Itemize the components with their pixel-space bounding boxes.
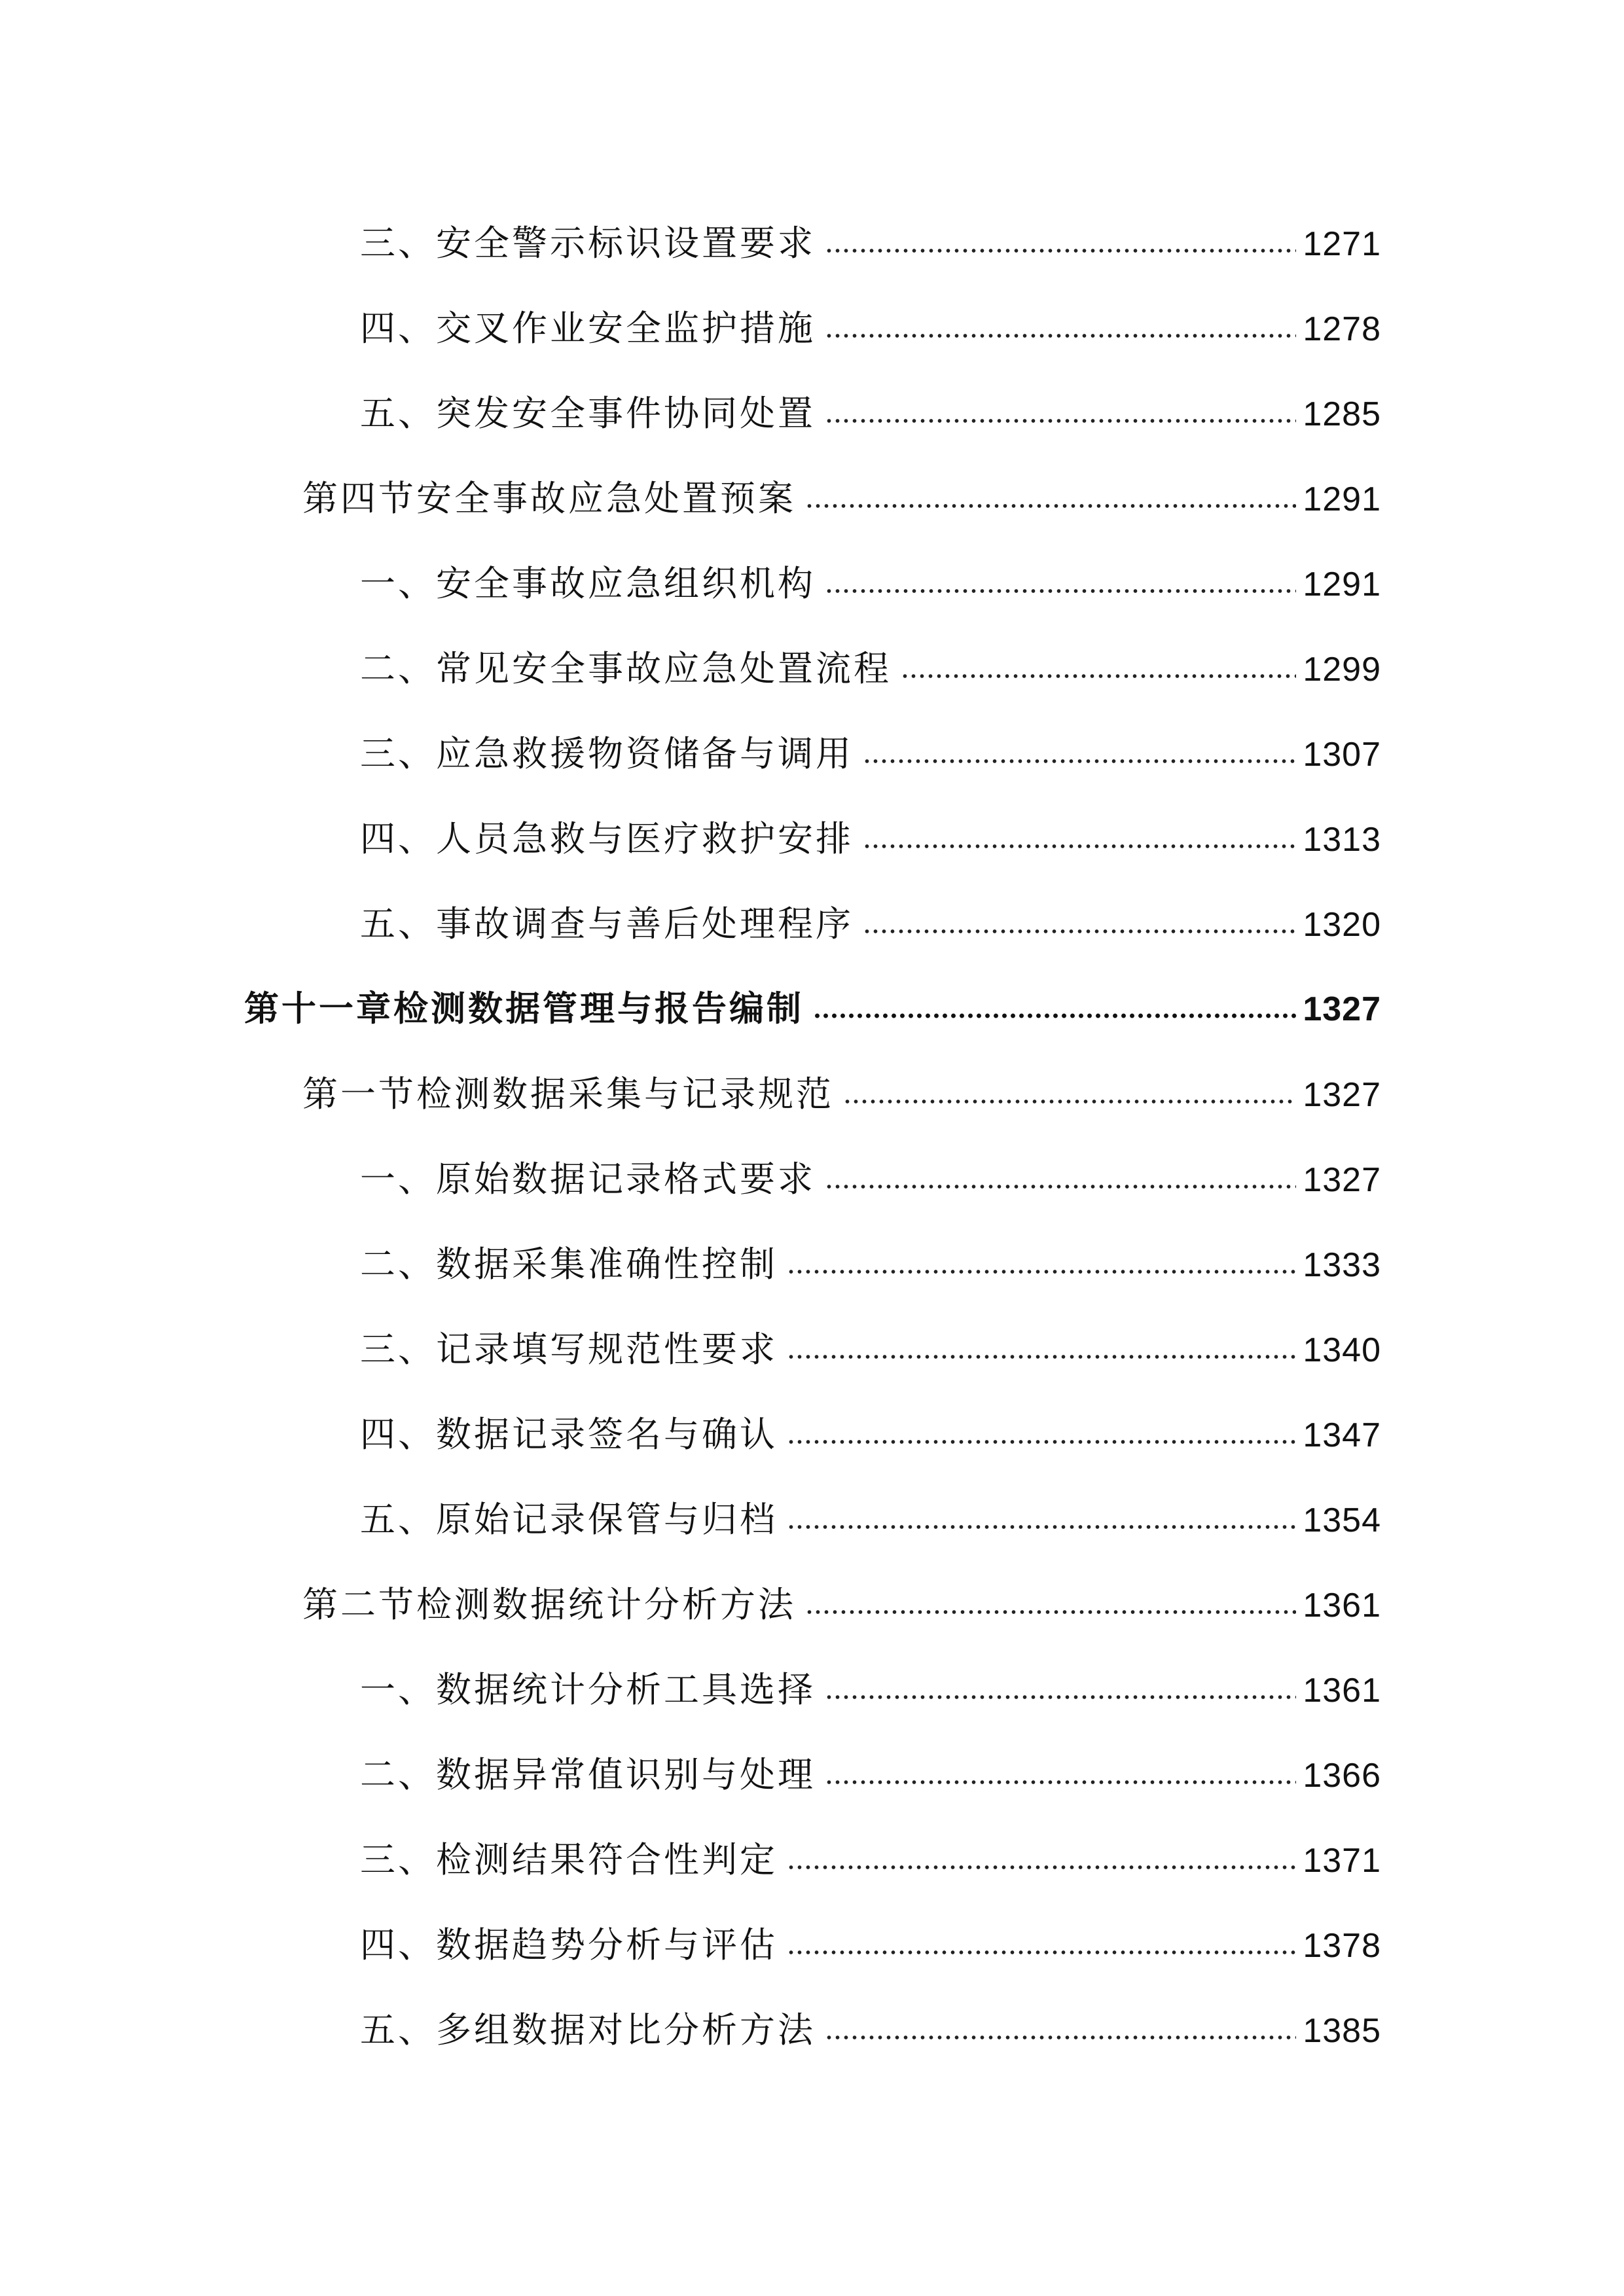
toc-entry[interactable] <box>0 211 1624 270</box>
toc-entry-title: 三、应急救援物资储备与调用 <box>360 732 854 774</box>
toc-dot-leader <box>901 673 1296 679</box>
toc-entry-page: 1371 <box>1303 1841 1381 1880</box>
toc-entry-page: 1327 <box>1303 1160 1381 1199</box>
toc-dot-leader <box>805 503 1296 509</box>
toc-entry[interactable] <box>0 806 1624 865</box>
toc-entry[interactable] <box>0 1742 1624 1801</box>
toc-entry-page: 1291 <box>1303 480 1381 518</box>
toc-entry-chapter[interactable] <box>0 977 1624 1035</box>
toc-dot-leader <box>787 1268 1296 1275</box>
toc-entry-title: 二、常见安全事故应急处置流程 <box>360 647 892 689</box>
toc-entry-page: 1366 <box>1303 1756 1381 1795</box>
toc-dot-leader <box>863 758 1296 764</box>
toc-entry-title: 四、人员急救与医疗救护安排 <box>360 817 854 859</box>
toc-entry-page: 1354 <box>1303 1501 1381 1539</box>
toc-dot-leader <box>787 1354 1296 1360</box>
toc-entry-title: 一、安全事故应急组织机构 <box>360 562 816 604</box>
toc-entry-title: 一、原始数据记录格式要求 <box>360 1158 816 1200</box>
toc-entry[interactable] <box>0 1232 1624 1291</box>
toc-entry[interactable] <box>0 1487 1624 1546</box>
toc-entry-page: 1340 <box>1303 1331 1381 1369</box>
toc-dot-leader <box>787 1524 1296 1530</box>
toc-entry-title: 二、数据异常值识别与处理 <box>360 1753 816 1795</box>
toc-entry[interactable] <box>0 1317 1624 1376</box>
toc-entry-page: 1307 <box>1303 735 1381 774</box>
toc-entry-title: 五、多组数据对比分析方法 <box>360 2009 816 2051</box>
toc-entry-page: 1347 <box>1303 1416 1381 1454</box>
toc-dot-leader <box>843 1098 1296 1105</box>
toc-entry-page: 1271 <box>1303 224 1381 263</box>
toc-entry[interactable] <box>0 1572 1624 1631</box>
toc-entry-page: 1291 <box>1303 565 1381 603</box>
toc-entry-title: 三、记录填写规范性要求 <box>360 1328 778 1370</box>
toc-entry[interactable] <box>0 1657 1624 1716</box>
toc-entry[interactable] <box>0 636 1624 695</box>
toc-entry-title: 四、交叉作业安全监护措施 <box>360 307 816 349</box>
toc-entry-page: 1333 <box>1303 1246 1381 1284</box>
toc-dot-leader <box>825 2034 1296 2041</box>
toc-dot-leader <box>787 1439 1296 1445</box>
toc-entry-page: 1378 <box>1303 1926 1381 1965</box>
toc-entry-title: 第一节检测数据采集与记录规范 <box>302 1073 834 1115</box>
toc-entry-title: 四、数据记录签名与确认 <box>360 1413 778 1455</box>
toc-dot-leader <box>787 1864 1296 1871</box>
toc-entry-title: 二、数据采集准确性控制 <box>360 1243 778 1285</box>
toc-entry-title: 四、数据趋势分析与评估 <box>360 1924 778 1965</box>
toc-entry-page: 1361 <box>1303 1671 1381 1710</box>
toc-entry-page: 1320 <box>1303 905 1381 944</box>
toc-entry-page: 1299 <box>1303 650 1381 689</box>
toc-dot-leader <box>825 1779 1296 1785</box>
toc-entry-title: 一、数据统计分析工具选择 <box>360 1668 816 1710</box>
toc-entry-title: 五、事故调查与善后处理程序 <box>360 903 854 944</box>
toc-entry-title: 第二节检测数据统计分析方法 <box>302 1583 796 1625</box>
toc-entry-title: 第四节安全事故应急处置预案 <box>302 477 796 519</box>
toc-entry-title: 三、检测结果符合性判定 <box>360 1839 778 1880</box>
toc-entry-page: 1385 <box>1303 2011 1381 2050</box>
toc-entry-title: 第十一章检测数据管理与报告编制 <box>244 989 804 1029</box>
toc-entry[interactable] <box>0 891 1624 950</box>
toc-entry-page: 1361 <box>1303 1586 1381 1624</box>
toc-entry[interactable] <box>0 721 1624 780</box>
toc-entry-page: 1327 <box>1303 1075 1381 1114</box>
toc-dot-leader <box>863 843 1296 850</box>
toc-entry[interactable] <box>0 1147 1624 1206</box>
toc-dot-leader <box>825 1183 1296 1190</box>
toc-entry[interactable] <box>0 1402 1624 1461</box>
toc-entry[interactable] <box>0 1062 1624 1121</box>
toc-dot-leader <box>825 332 1296 339</box>
toc-dot-leader <box>813 1013 1296 1019</box>
toc-entry[interactable] <box>0 1827 1624 1886</box>
toc-dot-leader <box>825 247 1296 254</box>
toc-entry[interactable] <box>0 296 1624 355</box>
toc-dot-leader <box>825 1694 1296 1700</box>
toc-entry[interactable] <box>0 1912 1624 1971</box>
toc-entry-page: 1285 <box>1303 395 1381 433</box>
toc-dot-leader <box>825 588 1296 594</box>
toc-entry-title: 五、原始记录保管与归档 <box>360 1498 778 1540</box>
toc-dot-leader <box>825 418 1296 424</box>
toc-entry[interactable] <box>0 551 1624 610</box>
toc-entry[interactable] <box>0 1998 1624 2056</box>
toc-entry-title: 五、突发安全事件协同处置 <box>360 392 816 434</box>
toc-dot-leader <box>805 1609 1296 1615</box>
toc-dot-leader <box>787 1949 1296 1956</box>
toc-entry-page: 1327 <box>1303 990 1381 1028</box>
toc-entry-title: 三、安全警示标识设置要求 <box>360 222 816 264</box>
toc-entry-page: 1313 <box>1303 820 1381 859</box>
toc-dot-leader <box>863 928 1296 935</box>
toc-entry[interactable] <box>0 466 1624 525</box>
toc-entry-page: 1278 <box>1303 310 1381 348</box>
toc-entry[interactable] <box>0 381 1624 440</box>
